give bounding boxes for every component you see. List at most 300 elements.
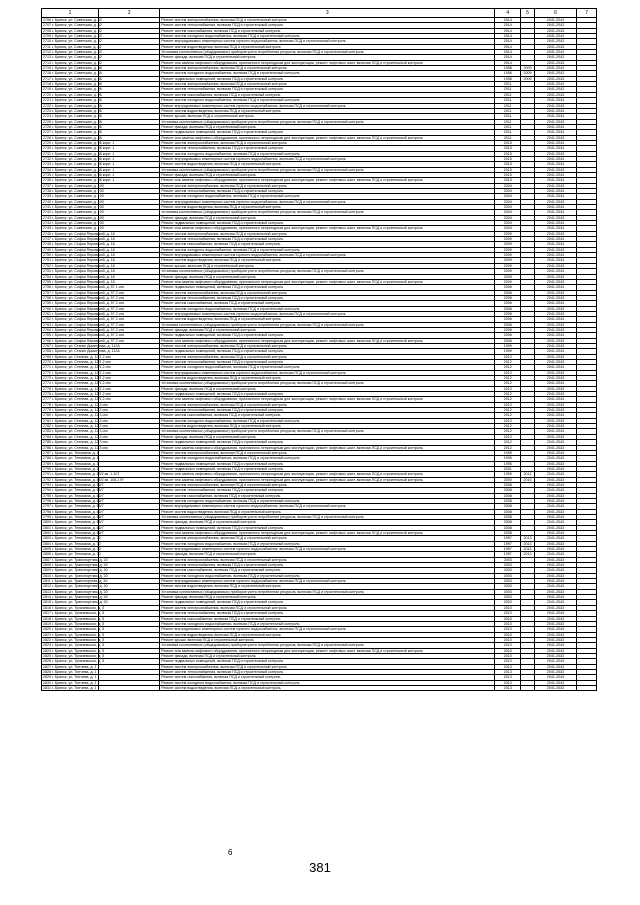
table-cell-col-1: 2750 г. Брянск, ул. Софьи Перовской, д. 18 <box>43 253 115 258</box>
table-cell-col-1: 2716 г. Брянск, ул. Советская, д. 86 <box>43 71 102 76</box>
table-cell-col-1: 2743 г. Брянск, ул. Советская, д. 100 <box>43 215 104 220</box>
table-cell-col-3: Ремонт систем теплоснабжения, включая ПСД и строительный контроль <box>160 237 495 242</box>
table-cell-col-4: 2008 <box>495 493 521 498</box>
table-cell-col-3: Ремонт или замена лифтового оборудования, признанного непригодным для эксплуатации, ремонт лифтовых шахт, включая ПСД и строительный контроль <box>160 531 495 536</box>
table-cell-col-3: Ремонт систем водоотведения, включая ПСД и строительный контроль <box>160 376 495 381</box>
table-cell-col-3: Ремонт подвальных помещений, включая ПСД и строительный контроль <box>160 349 495 354</box>
table-cell-col-6: 2041-2043 <box>534 44 577 49</box>
table-cell-col-3: Ремонт фасада, включая ПСД и строительный контроль <box>160 552 495 557</box>
table-cell-col-6: 2041-2043 <box>534 167 577 172</box>
table-cell-col-3: Ремонт систем холодного водоснабжения, включая ПСД и строительный контроль <box>160 573 495 578</box>
table-cell-col-1: 2747 г. Брянск, ул. Софьи Перовской, д. 18 <box>43 237 115 242</box>
table-cell-col-1: 2752 г. Брянск, ул. Софьи Перовской, д. 18 <box>43 263 115 268</box>
table-cell-col-1: 2744 г. Брянск, ул. Советская, д. 100 <box>43 221 104 226</box>
table-cell-col-6: 2041-2043 <box>534 210 577 215</box>
table-cell-col-6: 2041-2043 <box>534 317 577 322</box>
table-cell-col-4: 2008 <box>495 488 521 493</box>
table-cell-col-3: Ремонт систем электроснабжения, включая ПСД и строительный контроль <box>160 450 495 455</box>
table-cell-col-4: 2013 <box>495 675 521 680</box>
table-cell-col-4: 2014 <box>495 55 521 60</box>
table-cell-col-4: 2006 <box>495 290 521 295</box>
table-cell-col-4: 2008 <box>495 498 521 503</box>
table-cell-col-1: 2797 г. Брянск, ул. Тельмана, д. 66/7 <box>43 504 104 509</box>
table-cell-col-3: Ремонт внутридомовых инженерных систем горячего водоснабжения, включая ПСД и строительный контроль <box>160 199 495 204</box>
table-cell-col-6: 2041-2043 <box>534 365 577 370</box>
table-cell-col-6: 2041-2043 <box>534 172 577 177</box>
table-cell-col-6: 2041-2043 <box>534 525 577 530</box>
table-cell-col-4: 2006 <box>495 327 521 332</box>
table-cell-col-4: 2006 <box>495 301 521 306</box>
table-cell-col-1: 2822 г. Брянск, ул. Тухачевского, д. 5 <box>43 637 105 642</box>
table-cell-col-4: 2014 <box>495 50 521 55</box>
table-cell-col-4: 2012 <box>495 360 521 365</box>
table-cell-col-1: 2745 г. Брянск, ул. Советская, д. 100 <box>43 226 104 231</box>
table-cell-col-3: Ремонт подвальных помещений, включая ПСД и строительный контроль <box>160 440 495 445</box>
table-cell-col-1: 2788 г. Брянск, ул. Тельмана, д. 1 <box>43 456 99 461</box>
table-cell-col-1: 2749 г. Брянск, ул. Софьи Перовской, д. 18 <box>43 247 115 252</box>
table-cell-col-3: Ремонт систем теплоснабжения, включая ПСД и строительный контроль <box>160 189 495 194</box>
table-cell-col-3: Ремонт систем холодного водоснабжения, включая ПСД и строительный контроль <box>160 247 495 252</box>
column-header-4: 4 <box>495 9 521 18</box>
table-cell-col-6: 2041-2043 <box>534 156 577 161</box>
table-cell-col-4: 2010 <box>495 616 521 621</box>
repair-plan-table <box>41 8 597 691</box>
table-cell-col-6: 2041-2043 <box>534 589 577 594</box>
table-cell-col-7 <box>577 685 597 690</box>
table-cell-col-4: 2012 <box>495 408 521 413</box>
table-cell-col-3: Ремонт подвальных помещений, включая ПСД и строительный контроль <box>160 130 495 135</box>
table-cell-col-4: 2004 <box>495 205 521 210</box>
table-cell-col-4: 2012 <box>495 434 521 439</box>
table-cell-col-1: 2813 г. Брянск, ул. Транспортная, д. 20 <box>43 589 108 594</box>
table-cell-col-6: 2041-2043 <box>534 354 577 359</box>
table-cell-col-3: Ремонт систем электроснабжения, включая ПСД и строительный контроль <box>160 605 495 610</box>
table-cell-col-3: Ремонт систем электроснабжения, включая ПСД и строительный контроль <box>160 183 495 188</box>
table-cell-col-6: 2041-2043 <box>534 456 577 461</box>
table-cell-col-5: 2013 <box>521 547 534 552</box>
table-cell-col-6: 2041-2043 <box>534 231 577 236</box>
table-cell-col-6: 2041-2043 <box>534 557 577 562</box>
table-cell-col-3: Ремонт внутридомовых инженерных систем горячего водоснабжения, включая ПСД и строительный контроль <box>160 547 495 552</box>
table-cell-col-1: 2791 г. Брянск, ул. Тельмана, д. 89/2 кв. 1-107 <box>43 472 120 477</box>
table-cell-col-3: Ремонт или замена лифтового оборудования, признанного непригодным для эксплуатации, ремонт лифтовых шахт, включая ПСД и строительный контроль <box>160 397 495 402</box>
table-cell-col-4: 2006 <box>495 311 521 316</box>
table-cell-col-1: 2727 г. Брянск, ул. Советская, д. 96 <box>43 130 102 135</box>
table-cell-col-6: 2041-2043 <box>534 477 577 482</box>
table-cell-col-3: Установка коллективных (общедомовых) приборов учета потребления ресурсов, включая ПСД и строительный контроль <box>160 269 495 274</box>
table-cell-col-3: Ремонт систем водоотведения, включая ПСД и строительный контроль <box>160 509 495 514</box>
table-cell-col-1: 2775 г. Брянск, ул. Степная, д. 12/1 2 сек <box>43 386 111 391</box>
table-header-row <box>42 9 597 18</box>
table-cell-col-4: 2012 <box>495 440 521 445</box>
table-cell-col-6: 2041-2043 <box>534 151 577 156</box>
table-cell-col-4: 2006 <box>495 295 521 300</box>
table-cell-col-1: 2824 г. Брянск, ул. Тухачевского, д. 5 <box>43 648 105 653</box>
table-cell-col-3: Ремонт или замена лифтового оборудования, признанного непригодным для эксплуатации, ремонт лифтовых шахт, включая ПСД и строительный контроль <box>160 178 495 183</box>
table-cell-col-1: 2769 г. Брянск, ул. Степная, д. 12/1 2 сек <box>43 354 111 359</box>
table-cell-col-6: 2041-2043 <box>534 461 577 466</box>
table-cell-col-1: 2789 г. Брянск, ул. Тельмана, д. 1 <box>43 461 99 466</box>
table-cell-col-6: 2041-2043 <box>534 472 577 477</box>
table-cell-col-1: 2812 г. Брянск, ул. Транспортная, д. 20 <box>43 584 108 589</box>
table-cell-col-3: Ремонт подвальных помещений, включая ПСД и строительный контроль <box>160 659 495 664</box>
table-cell-col-3: Ремонт систем газоснабжения, включая ПСД и строительный контроль <box>160 568 495 573</box>
table-cell-col-3: Ремонт фасада, включая ПСД и строительный контроль <box>160 274 495 279</box>
table-cell-col-4: 2004 <box>495 199 521 204</box>
table-cell-col-3: Установка коллективных (общедомовых) приборов учета потребления ресурсов, включая ПСД и строительный контроль <box>160 210 495 215</box>
table-cell-col-4: 2009 <box>495 247 521 252</box>
table-cell-col-6: 2041-2043 <box>534 669 577 674</box>
table-cell-col-6: 2041-2043 <box>534 440 577 445</box>
table-cell-col-3: Ремонт внутридомовых инженерных систем горячего водоснабжения, включая ПСД и строительный контроль <box>160 156 495 161</box>
table-cell-col-4: 2006 <box>495 322 521 327</box>
table-cell-col-6: 2041-2043 <box>534 205 577 210</box>
table-cell-col-1: 2794 г. Брянск, ул. Тельмана, д. 66/7 <box>43 488 104 493</box>
table-cell-col-1: 2735 г. Брянск, ул. Советская, д. 96 корп. 1 <box>43 172 115 177</box>
table-cell-col-3: Ремонт систем холодного водоснабжения, включая ПСД и строительный контроль <box>160 498 495 503</box>
table-cell-col-3: Установка коллективных (общедомовых) приборов учета потребления ресурсов, включая ПСД и строительный контроль <box>160 589 495 594</box>
table-cell-col-6: 2041-2043 <box>534 685 577 690</box>
table-cell-col-1: 2782 г. Брянск, ул. Степная, д. 12 3 сек <box>43 424 108 429</box>
table-cell-col-6: 2041-2043 <box>534 247 577 252</box>
table-cell-col-1: 2828 г. Брянск, ул. Тютчева, д. 1 <box>42 669 99 674</box>
table-cell-col-3: Ремонт фасада, включая ПСД и строительный контроль <box>160 172 495 177</box>
table-cell-col-4: 2014 <box>495 34 521 39</box>
table-cell-col-4: 2012 <box>495 445 521 450</box>
table-cell-col-4: 2006 <box>495 306 521 311</box>
table-cell-col-1: 2754 г. Брянск, ул. Софьи Перовской, д. 18 <box>43 274 115 279</box>
table-cell-col-6: 2041-2043 <box>534 87 577 92</box>
table-cell-col-6: 2041-2043 <box>534 343 577 348</box>
table-cell-col-4: 2011 <box>495 130 521 135</box>
table-cell-col-3: Ремонт или замена лифтового оборудования, признанного непригодным для эксплуатации, ремонт лифтовых шахт, включая ПСД и строительный контроль <box>160 226 495 231</box>
table-cell-col-4: 2010 <box>495 643 521 648</box>
table-cell-col-6: 2041-2043 <box>534 290 577 295</box>
table-cell-col-3: Ремонт или замена лифтового оборудования, признанного непригодным для эксплуатации, ремонт лифтовых шахт, включая ПСД и строительный контроль <box>160 648 495 653</box>
table-cell-col-3: Ремонт систем электроснабжения, включая ПСД и строительный контроль <box>160 343 495 348</box>
table-cell-col-1: 2784 г. Брянск, ул. Степная, д. 12 3 сек <box>43 434 108 439</box>
table-cell-col-3: Ремонт систем теплоснабжения, включая ПСД и строительный контроль <box>160 488 495 493</box>
table-cell-col-3: Ремонт фасада, включая ПСД и строительный контроль <box>160 327 495 332</box>
table-cell-col-4: 2003 <box>495 563 521 568</box>
table-cell-col-1: 2779 г. Брянск, ул. Степная, д. 12 3 сек <box>43 408 108 413</box>
table-cell-col-3: Установка коллективных (общедомовых) приборов учета потребления ресурсов, включая ПСД и строительный контроль <box>160 429 495 434</box>
table-cell-col-6: 2041-2043 <box>534 381 577 386</box>
table-cell-col-6: 2041-2043 <box>534 258 577 263</box>
table-cell-col-3: Ремонт подвальных помещений, включая ПСД и строительный контроль <box>160 461 495 466</box>
table-cell-col-4: 2012 <box>495 402 521 407</box>
table-cell-col-1: 2731 г. Брянск, ул. Советская, д. 96 корп. 1 <box>43 151 115 156</box>
table-cell-col-4: 2009 <box>495 231 521 236</box>
table-cell-col-4: 1958 <box>495 66 521 71</box>
table-cell-col-3: Ремонт подвальных помещений, включая ПСД и строительный контроль <box>160 525 495 530</box>
table-cell-col-3: Ремонт систем водоотведения, включая ПСД и строительный контроль <box>160 584 495 589</box>
table-cell-col-4: 2012 <box>495 370 521 375</box>
table-cell-col-6: 2041-2043 <box>534 253 577 258</box>
repair-plan-table-sheet <box>41 8 597 691</box>
table-cell-col-1: 2807 г. Брянск, ул. Транспортная, д. 20 <box>43 557 108 562</box>
table-cell-col-6: 2041-2043 <box>534 541 577 546</box>
table-cell-col-1: 2709 г. Брянск, ул. Советская, д. 82 <box>43 34 102 39</box>
page-number: 381 <box>309 860 331 875</box>
table-cell-col-6: 2041-2043 <box>534 397 577 402</box>
table-cell-col-6: 2041-2043 <box>534 71 577 76</box>
table-cell-col-6: 2041-2043 <box>534 504 577 509</box>
table-cell-col-1: 2805 г. Брянск, ул. Тельмана, д. 70 <box>43 547 101 552</box>
table-cell-col-1: 2739 г. Брянск, ул. Советская, д. 100 <box>43 194 104 199</box>
table-cell-col-4: 2003 <box>495 568 521 573</box>
table-cell-col-4: 2003 <box>495 595 521 600</box>
table-cell-col-5: 2009 <box>521 76 534 81</box>
table-cell-col-4: 1958 <box>495 76 521 81</box>
table-cell-col-6: 2041-2043 <box>534 664 577 669</box>
table-cell-col-5 <box>521 685 534 690</box>
table-cell-col-3: Ремонт фасада, включая ПСД и строительный контроль <box>160 520 495 525</box>
table-cell-col-5: 2015 <box>521 477 534 482</box>
table-cell-col-6: 2041-2043 <box>534 600 577 605</box>
table-cell-col-6: 2041-2043 <box>534 327 577 332</box>
table-cell-col-4: 2011 <box>495 98 521 103</box>
table-cell-col-1: 2733 г. Брянск, ул. Советская, д. 96 корп. 1 <box>43 162 115 167</box>
table-cell-col-6: 2041-2043 <box>534 50 577 55</box>
table-cell-col-1: 2746 г. Брянск, ул. Софьи Перовской, д. 18 <box>43 231 115 236</box>
table-cell-col-1: 2710 г. Брянск, ул. Советская, д. 82 <box>43 39 102 44</box>
table-cell-col-1: 2712 г. Брянск, ул. Советская, д. 82 <box>43 50 102 55</box>
table-cell-col-1: 2781 г. Брянск, ул. Степная, д. 12 3 сек <box>43 418 108 423</box>
table-cell-col-6: 2041-2043 <box>534 648 577 653</box>
table-cell-col-1: 2738 г. Брянск, ул. Советская, д. 100 <box>43 189 104 193</box>
table-cell-col-1: 2786 г. Брянск, ул. Степная, д. 12 3 сек <box>43 445 108 450</box>
table-cell-col-4: 2004 <box>495 221 521 226</box>
table-cell-col-3: Ремонт или замена лифтового оборудования, признанного непригодным для эксплуатации, ремонт лифтовых шахт, включая ПСД и строительный контроль <box>160 445 495 450</box>
table-cell-col-4: 2014 <box>495 28 521 33</box>
table-cell-col-3: Ремонт подвальных помещений, включая ПСД и строительный контроль <box>160 221 495 226</box>
table-cell-col-1: 2785 г. Брянск, ул. Степная, д. 12 3 сек <box>43 440 108 445</box>
table-cell-col-3: Установка коллективных (общедомовых) приборов учета потребления ресурсов, включая ПСД и строительный контроль <box>160 50 495 55</box>
table-cell-col-3: Ремонт систем холодного водоснабжения, включая ПСД и строительный контроль <box>160 418 495 423</box>
table-cell-col-1: 2819 г. Брянск, ул. Тухачевского, д. 5 <box>43 621 105 626</box>
table-cell-col-1: 2774 г. Брянск, ул. Степная, д. 12/1 2 сек <box>43 381 111 386</box>
table-cell-col-3: Ремонт крыши, включая ПСД и строительный контроль <box>160 263 495 268</box>
table-cell-col-1: 2821 г. Брянск, ул. Тухачевского, д. 5 <box>43 632 105 637</box>
table-cell-col-4: 2008 <box>495 520 521 525</box>
table-cell-col-4: 1997 <box>495 547 521 552</box>
table-cell-col-1: 2757 г. Брянск, ул. Софьи Перовской, д. 57 2 сек <box>43 290 125 295</box>
table-cell-col-3: Ремонт систем теплоснабжения, включая ПСД и строительный контроль <box>160 563 495 568</box>
table-cell-col-6: 2041-2043 <box>534 189 577 194</box>
table-cell-col-1: 2723 г. Брянск, ул. Советская, д. 96 <box>43 108 102 113</box>
table-cell-col-3: Ремонт подвальных помещений, включая ПСД и строительный контроль <box>160 76 495 81</box>
table-cell-col-6: 2041-2043 <box>534 466 577 471</box>
table-cell-col-3: Ремонт подвальных помещений, включая ПСД и строительный контроль <box>160 466 495 471</box>
table-cell-col-6: 2041-2043 <box>534 627 577 632</box>
table-cell-col-3: Ремонт систем газоснабжения, включая ПСД и строительный контроль <box>160 242 495 247</box>
table-cell-col-4: 2015 <box>495 146 521 151</box>
table-cell-col-4: 2000 <box>495 477 521 482</box>
table-cell-col-4: 1995 <box>495 472 521 477</box>
table-cell-col-4: 2015 <box>495 140 521 145</box>
table-cell-col-6: 2041-2043 <box>534 424 577 429</box>
table-cell-col-6: 2041-2043 <box>534 221 577 226</box>
table-cell-col-1: 2776 г. Брянск, ул. Степная, д. 12/1 2 сек <box>43 392 111 397</box>
column-header-3: 3 <box>160 9 495 18</box>
table-cell-col-3: Ремонт внутридомовых инженерных систем горячего водоснабжения, включая ПСД и строительный контроль <box>160 311 495 316</box>
table-cell-col-4: 2011 <box>495 87 521 92</box>
table-cell-col-1: 2811 г. Брянск, ул. Транспортная, д. 20 <box>43 579 108 584</box>
table-cell-col-4: 2010 <box>495 621 521 626</box>
table-cell-col-4: 2009 <box>495 237 521 242</box>
table-cell-col-6: 2041-2043 <box>534 445 577 450</box>
table-cell-col-1: 2804 г. Брянск, ул. Тельмана, д. 70 <box>43 541 101 546</box>
table-cell-col-3: Ремонт фасада, включая ПСД и строительный контроль <box>160 55 495 60</box>
table-cell-col-6: 2041-2043 <box>534 568 577 573</box>
table-cell-col-5: 2013 <box>521 552 534 557</box>
table-cell-col-4: 2003 <box>495 584 521 589</box>
table-cell-col-4: 2001 <box>495 466 521 471</box>
table-cell-col-4: 2011 <box>495 92 521 97</box>
table-cell-col-1: 2742 г. Брянск, ул. Советская, д. 100 <box>43 210 104 215</box>
table-cell-col-6: 2041-2043 <box>534 563 577 568</box>
table-cell-col-3: Ремонт систем теплоснабжения, включая ПСД и строительный контроль <box>160 360 495 365</box>
table-cell-col-6: 2041-2043 <box>534 338 577 343</box>
table-cell-col-6: 2041-2043 <box>534 103 577 108</box>
table-cell-col-4: 2015 <box>495 151 521 156</box>
table-cell-col-4: 2006 <box>495 338 521 343</box>
table-cell-col-4: 2011 <box>495 114 521 119</box>
table-cell-col-1: 2729 г. Брянск, ул. Советская, д. 96 корп. 1 <box>43 140 115 145</box>
table-cell-col-3: Ремонт фасада, включая ПСД и строительный контроль <box>160 386 495 391</box>
table-cell-col-5: 2012 <box>521 472 534 477</box>
table-cell-col-4: 2013 <box>495 664 521 669</box>
table-cell-col-1: 2817 г. Брянск, ул. Тухачевского, д. 5 <box>43 611 105 616</box>
table-cell-col-4: 2009 <box>495 263 521 268</box>
table-cell-col-1: 2771 г. Брянск, ул. Степная, д. 12/1 2 сек <box>43 365 111 370</box>
table-cell-col-3: Ремонт подвальных помещений, включая ПСД и строительный контроль <box>160 285 495 290</box>
table-cell-col-1: 2818 г. Брянск, ул. Тухачевского, д. 5 <box>43 616 105 621</box>
table-cell-col-6: 2041-2043 <box>534 114 577 119</box>
table-cell-col-3: Установка коллективных (общедомовых) приборов учета потребления ресурсов, включая ПСД и строительный контроль <box>160 643 495 648</box>
table-cell-col-6: 2041-2043 <box>534 98 577 103</box>
table-cell-col-1: 2772 г. Брянск, ул. Степная, д. 12/1 2 сек <box>43 370 111 375</box>
table-cell-col-6: 2041-2043 <box>534 279 577 284</box>
table-cell-col-6: 2041-2043 <box>534 140 577 145</box>
table-cell-col-6: 2041-2043 <box>534 66 577 71</box>
table-cell-col-6: 2041-2043 <box>534 322 577 327</box>
table-cell-col-4: 2004 <box>495 189 521 194</box>
table-cell-col-4: 2004 <box>495 210 521 215</box>
table-cell-col-4: 2011 <box>495 135 521 140</box>
table-cell-col-4: 2011 <box>495 108 521 113</box>
table-cell-col-1: 2725 г. Брянск, ул. Советская, д. 96 <box>43 119 102 124</box>
table-cell-col-6: 2041-2043 <box>534 199 577 204</box>
table-cell-col-6: 2041-2043 <box>534 119 577 124</box>
table-cell-col-1: 2820 г. Брянск, ул. Тухачевского, д. 5 <box>43 627 105 632</box>
table-cell-col-6: 2041-2043 <box>534 242 577 247</box>
table-cell-col-4: 1999 <box>495 349 521 354</box>
table-cell-col-1: 2799 г. Брянск, ул. Тельмана, д. 66/7 <box>43 514 104 519</box>
table-cell-col-6: 2041-2043 <box>534 418 577 423</box>
table-cell-col-1: 2793 г. Брянск, ул. Тельмана, д. 66/7 <box>43 482 104 487</box>
table-cell-col-1: 2790 г. Брянск, ул. Тельмана, д. 1 <box>43 466 99 471</box>
column-header-6: 6 <box>534 9 577 18</box>
table-cell-col-3: Ремонт подвальных помещений, включая ПСД и строительный контроль <box>160 600 495 605</box>
table-cell-col-6: 2041-2043 <box>534 616 577 621</box>
table-cell-col-6: 2041-2043 <box>534 360 577 365</box>
table-cell-col-4: 2014 <box>495 18 521 23</box>
table-cell-col-1: 2825 г. Брянск, ул. Тухачевского, д. 5 <box>43 653 105 658</box>
table-cell-col-4: 2015 <box>495 156 521 161</box>
table-cell-col-3: Установка коллективных (общедомовых) приборов учета потребления ресурсов, включая ПСД и строительный контроль <box>160 381 495 386</box>
table-cell-col-4: 1999 <box>495 343 521 348</box>
table-cell-col-3: Ремонт подвальных помещений, включая ПСД и строительный контроль <box>160 392 495 397</box>
table-cell-col-3: Ремонт систем электроснабжения, включая ПСД и строительный контроль <box>160 18 495 23</box>
table-cell-col-3: Ремонт систем теплоснабжения, включая ПСД и строительный контроль <box>160 408 495 413</box>
table-cell-col-1: 2732 г. Брянск, ул. Советская, д. 96 корп. 1 <box>43 156 115 161</box>
table-cell-col-3: Ремонт внутридомовых инженерных систем горячего водоснабжения, включая ПСД и строительный контроль <box>160 103 495 108</box>
table-cell-col-6: 2041-2043 <box>534 482 577 487</box>
table-cell-col-1: 2734 г. Брянск, ул. Советская, д. 96 корп. 1 <box>43 167 115 172</box>
table-cell-col-3: Ремонт систем электроснабжения, включая ПСД и строительный контроль <box>160 66 495 71</box>
table-cell-col-3: Ремонт систем холодного водоснабжения, включая ПСД и строительный контроль <box>160 680 495 685</box>
table-cell-col-4: 2012 <box>495 365 521 370</box>
table-cell-col-1: 2777 г. Брянск, ул. Степная, д. 12/1 2 сек <box>43 397 111 402</box>
table-cell-col-6: 2041-2043 <box>534 429 577 434</box>
table-cell-col-1: 2707 г. Брянск, ул. Советская, д. 82 <box>43 23 102 28</box>
table-cell-col-4: 2010 <box>495 653 521 658</box>
table-cell-col-6: 2041-2043 <box>534 595 577 600</box>
column-header-5: 5 <box>521 9 534 18</box>
table-cell-col-1: 2740 г. Брянск, ул. Советская, д. 100 <box>43 199 104 204</box>
table-cell-col-1: 2787 г. Брянск, ул. Тельмана, д. 1 <box>43 450 99 455</box>
table-cell-col-6: 2041-2043 <box>534 349 577 354</box>
table-cell-col-6: 2041-2043 <box>534 637 577 642</box>
table-cell-col-4: 2014 <box>495 44 521 49</box>
table-cell-col-3: Ремонт фасада, включая ПСД и строительный контроль <box>160 215 495 220</box>
table-cell-col-3: Ремонт систем водоотведения, включая ПСД и строительный контроль <box>160 424 495 429</box>
table-cell-col-1: 2830 г. Брянск, ул. Тютчева, д. 1 <box>42 680 99 685</box>
table-cell-col-6: 2041-2043 <box>534 34 577 39</box>
table-cell-col-3: Ремонт систем газоснабжения, включая ПСД и строительный контроль <box>160 28 495 33</box>
table-cell-col-4: 2009 <box>495 269 521 274</box>
table-cell-col-6: 2041-2043 <box>534 23 577 28</box>
table-cell-col-1: 2803 г. Брянск, ул. Тельмана, д. 70 <box>43 536 101 541</box>
table-cell-col-4: 2012 <box>495 381 521 386</box>
table-cell-col-6: 2041-2043 <box>534 386 577 391</box>
table-cell-col-4: 2015 <box>495 178 521 183</box>
table-cell-col-4: 2012 <box>495 392 521 397</box>
table-cell-col-1: 2761 г. Брянск, ул. Софьи Перовской, д. 57 2 сек <box>43 311 125 316</box>
table-cell-col-3: Ремонт или замена лифтового оборудования, признанного непригодным для эксплуатации, ремонт лифтовых шахт, включая ПСД и строительный контроль <box>160 279 495 284</box>
table-cell-col-3: Ремонт систем холодного водоснабжения, включая ПСД и строительный контроль <box>160 621 495 626</box>
table-cell-col-6: 2041-2043 <box>534 531 577 536</box>
table-cell-col-1: 2806 г. Брянск, ул. Тельмана, д. 70 <box>43 552 101 557</box>
table-cell-col-4: 2011 <box>495 119 521 124</box>
table-cell-col-4: 2012 <box>495 429 521 434</box>
table-cell-col-1: 2766 г. Брянск, ул. Софьи Перовской, д. 57 2 сек <box>43 338 125 343</box>
table-cell-col-3: Ремонт систем газоснабжения, включая ПСД и строительный контроль <box>160 493 495 498</box>
table-cell-col-3: Установка коллективных (общедомовых) приборов учета потребления ресурсов, включая ПСД и строительный контроль <box>160 167 495 172</box>
table-cell-col-3: Ремонт или замена лифтового оборудования, признанного непригодным для эксплуатации, ремонт лифтовых шахт, включая ПСД и строительный контроль <box>160 338 495 343</box>
table-cell-col-1: 2814 г. Брянск, ул. Транспортная, д. 20 <box>43 595 108 600</box>
table-cell-col-3: Ремонт систем холодного водоснабжения, включая ПСД и строительный контроль <box>160 71 495 76</box>
table-cell-col-4: 2008 <box>495 504 521 509</box>
table-cell-col-1: 2706 г. Брянск, ул. Советская, д. 82 <box>43 18 102 22</box>
table-cell-col-4: 2011 <box>495 82 521 87</box>
table-cell-col-6: 2041-2043 <box>534 573 577 578</box>
table-cell-col-4: 2015 <box>495 172 521 177</box>
table-cell-col-6: 2041-2043 <box>534 370 577 375</box>
table-cell-col-6: 2041-2043 <box>534 215 577 220</box>
